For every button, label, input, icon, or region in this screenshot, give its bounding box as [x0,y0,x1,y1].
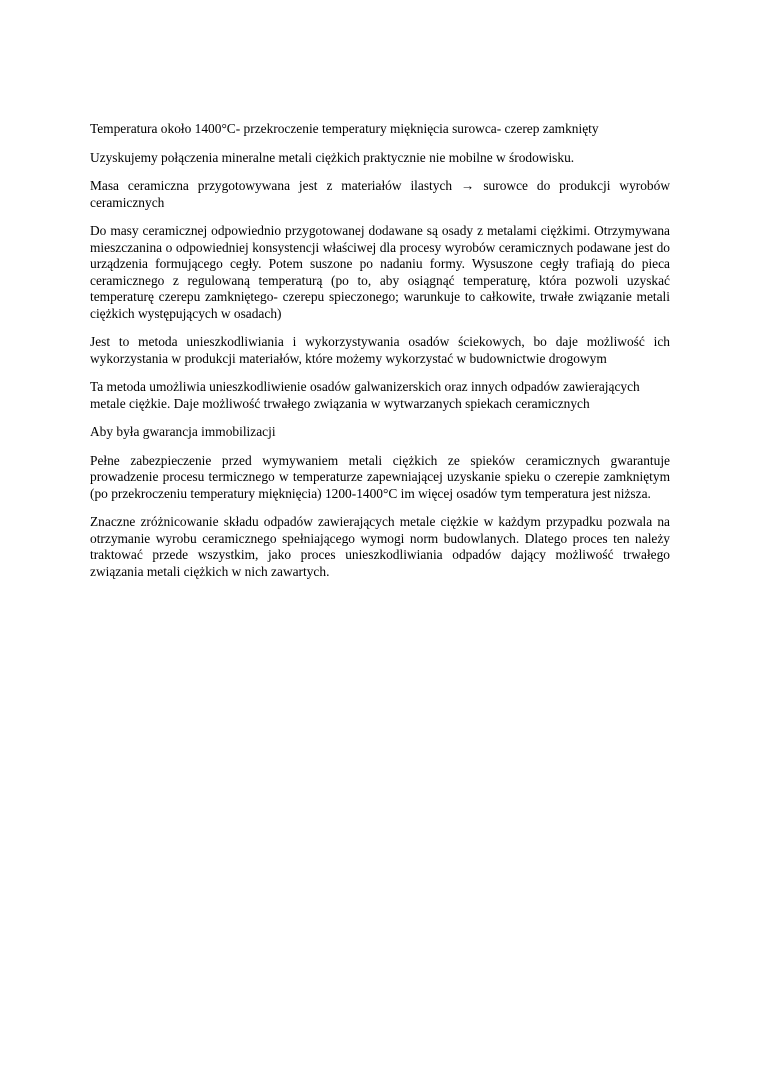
paragraph-galvanic-waste: Ta metoda umożliwia unieszkodliwienie osadów galwanizerskich oraz innych odpadów zawierających metale ciężkie. Daje możliwość trwałego związania w wytwarzanych spiekach ceramicznych [90,379,640,411]
paragraph-temperature: Temperatura około 1400°C- przekroczenie temperatury mięknięcia surowca- czerep zamknięty [90,121,599,136]
paragraph-process: Do masy ceramicznej odpowiednio przygotowanej dodawane są osady z metalami ciężkimi. Otrzymywana mieszczanina o odpowiedniej konsystencji właściwej dla procesy wyrobów ceramicznych podawane jest do urządzenia formującego cegły. Potem suszone po nadaniu formy. Wysuszone cegły trafiają do pieca ceramicznego z regulowaną temperaturą (po to, aby osiągnąć temperaturę, która pozwoli uzyskać temperaturę czerepu zamkniętego- czerepu spieczonego; warunkuje to całkowite, trwałe związanie metali ciężkich występujących w osadach) [90,223,670,321]
paragraph-immobilization: Aby była gwarancja immobilizacji [90,424,276,439]
document-body [90,121,670,592]
paragraph-protection: Pełne zabezpieczenie przed wymywaniem metali ciężkich ze spieków ceramicznych gwarantuje prowadzenie procesu termicznego w temperaturze zapewniającej uzyskanie spieku o czerepie zamkniętym (po przekroczeniu temperatury mięknięcia) 1200-1400°C im więcej osadów tym temperatura jest niższa. [90,452,670,501]
paragraph-mineral-bonds: Uzyskujemy połączenia mineralne metali ciężkich praktycznie nie mobilne w środowisku. [90,149,575,165]
paragraph-method-sewage: Jest to metoda unieszkodliwiania i wykorzystywania osadów ściekowych, bo daje możliwość ich wykorzystania w produkcji materiałów, które możemy wykorzystać w budownictwie drogowym [90,334,670,366]
paragraph-composition: Znaczne zróżnicowanie składu odpadów zawierających metale ciężkie w każdym przypadku pozwala na otrzymanie wyrobu ceramicznego spełniającego wymogi norm budowlanych. Dlatego proces ten należy traktować przede wszystkim, jako proces unieszkodliwiania odpadów dający możliwość trwałego związania metali ciężkich w nich zawartych. [90,514,670,579]
paragraph-ceramic-mass: Masa ceramiczna przygotowywana jest z materiałów ilastych → surowce do produkcji wyrobów ceramicznych [90,178,670,210]
